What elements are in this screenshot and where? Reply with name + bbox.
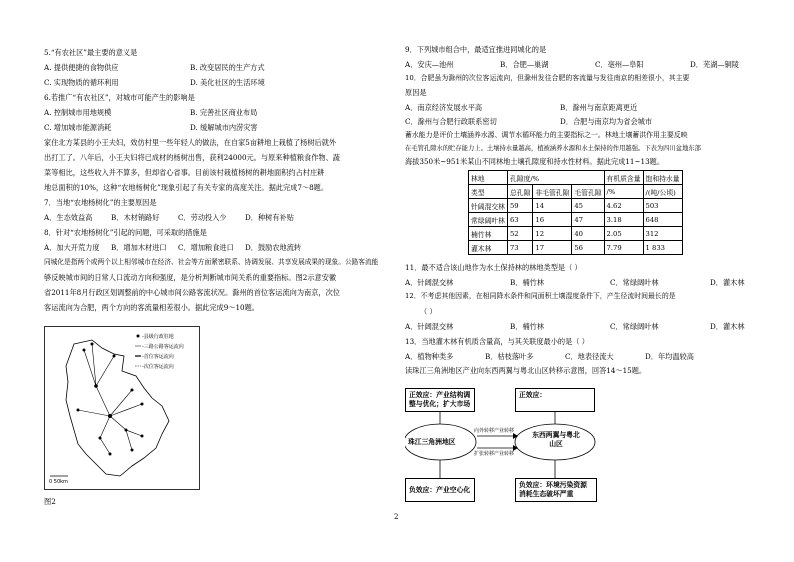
passage-4: 读珠江三角洲地区产业向东西两翼与粤北山区转移示意图，回答14～15题。 <box>405 366 647 375</box>
q9-option-a[interactable]: A．安庆—池州 <box>405 60 454 69</box>
q8-option-a[interactable]: A．加大开荒力度 <box>44 243 100 252</box>
passage-1-line: 菜等相比，这些收入并不算多，但却省心省事。目前该村栽植杨树的耕地面积约占村庄耕 <box>44 168 325 177</box>
map-legend-item: -次位客运流向 <box>142 364 174 370</box>
q6-option-c[interactable]: C. 增加城市能源消耗 <box>44 123 112 132</box>
q10-option-a[interactable]: A．南京经济发展水平高 <box>405 103 483 112</box>
figure-label: 图2 <box>44 497 56 506</box>
passage-3-line: 海拔350米~951米某山不同林地土壤孔隙度和持水性材料。据此完成11~13题。 <box>405 157 665 166</box>
q6-option-b[interactable]: B. 完善社区商业布局 <box>190 108 258 117</box>
q5-option-d[interactable]: D. 美化社区的生活环境 <box>190 78 265 87</box>
table-header-cell: 饱和持水量 <box>643 171 682 185</box>
q12-option-c[interactable]: C．常绿阔叶林 <box>610 322 659 331</box>
passage-2-line: 够反映城市间的日常人口流动方向和强度，是分析判断城市间关系的重要指标。图2示意安徽 <box>44 273 337 282</box>
q9-option-c[interactable]: C．亳州—阜阳 <box>595 60 644 69</box>
table-row <box>469 241 683 255</box>
q8-stem: 8．针对“农地杨树化”引起的问题，可采取的措施是 <box>44 228 207 237</box>
q7-option-b[interactable]: B．木材销路好 <box>111 213 160 222</box>
table-cell: 52 <box>507 227 532 241</box>
table-header-cell: 总孔隙 <box>507 185 532 199</box>
q8-option-c[interactable]: C．增加粮食进口 <box>178 243 234 252</box>
negative-effect-right: 负效应：环境污染资源消耗生态破坏严重 <box>515 478 597 502</box>
map-legend-item: -首位客运流向 <box>142 354 174 360</box>
table-cell: 楠竹林 <box>469 227 508 241</box>
table-cell: 45 <box>572 199 604 213</box>
q5-option-a[interactable]: A. 提供便捷的食物供应 <box>44 63 119 72</box>
table-header-cell: 毛管孔隙 <box>572 185 604 199</box>
arrow-top-label: 向外转移产业转移 <box>474 428 515 434</box>
passage-3-line: 蓄水能力是评价土壤涵养水源、调节水循环能力的主要指标之一。林地土壤蓄洪作用主要反映 <box>405 131 688 139</box>
negative-effect-left: 负效应：产业空心化 <box>405 478 475 502</box>
table-cell: 灌木林 <box>469 241 508 255</box>
table-header-cell: /% <box>604 185 643 199</box>
table-cell: 2.05 <box>604 227 643 241</box>
q10-option-c[interactable]: C．滁州与合肥行政联系密切 <box>405 117 497 126</box>
q11-option-b[interactable]: B．楠竹林 <box>510 278 545 287</box>
passage-1-line: 地总面积的10%，这种“农地杨树化”现象引起了有关专家的高度关注。据此完成7～8题。 <box>44 183 329 192</box>
q13-option-c[interactable]: C．地表径流大 <box>565 352 614 361</box>
table-header-cell: 类型 <box>469 185 508 199</box>
table-cell: 针阔混交林 <box>469 199 508 213</box>
q7-option-d[interactable]: D．种树有补贴 <box>245 213 294 222</box>
table-cell: 47 <box>572 213 604 227</box>
table-row <box>469 199 683 213</box>
table-cell: 17 <box>533 241 572 255</box>
forest-soil-table <box>468 170 683 255</box>
q11-option-c[interactable]: C．常绿阔叶林 <box>610 278 659 287</box>
q12-option-b[interactable]: B．楠竹林 <box>510 322 545 331</box>
q6-option-d[interactable]: D. 缓解城市内涝灾害 <box>190 123 258 132</box>
q5-option-c[interactable]: C. 实现物质的循环利用 <box>44 78 119 87</box>
q10-option-d[interactable]: D．合肥与南京均为省会城市 <box>560 117 653 126</box>
table-header-row <box>469 171 683 185</box>
passage-2-line: 同城化是指两个或两个以上相邻城市在经济、社会等方面紧密联系、协调发展、共享发展成果的现象。公路客流能 <box>44 258 379 266</box>
passage-2-line: 客运流向为合肥，两个方向的客流量相差很小。据此完成9～10题。 <box>44 303 259 312</box>
table-cell: 73 <box>507 241 532 255</box>
table-row <box>469 227 683 241</box>
table-cell: 1 833 <box>643 241 682 255</box>
table-row <box>469 213 683 227</box>
q12-option-d[interactable]: D．灌木林 <box>710 322 745 331</box>
q7-stem: 7．当地“农地杨树化”的主要原因是 <box>44 198 157 207</box>
table-cell: 14 <box>533 199 572 213</box>
q13-option-b[interactable]: B．枯枝落叶多 <box>485 352 534 361</box>
table-header-cell: 非毛管孔隙 <box>533 185 572 199</box>
q12-paren: （ ） <box>420 307 437 316</box>
table-cell: 59 <box>507 199 532 213</box>
table-cell: 648 <box>643 213 682 227</box>
q11-option-d[interactable]: D．灌木林 <box>710 278 745 287</box>
q9-option-d[interactable]: D．芜湖—铜陵 <box>690 60 739 69</box>
q5-stem: 5.“有农社区”最主要的意义是 <box>44 48 138 57</box>
passage-2-line: 省2011年8月行政区划调整前的中心城市间公路客流状况。滁州的首位客运流向为南京，次位 <box>44 288 340 297</box>
q11-option-a[interactable]: A．针阔混交林 <box>405 278 454 287</box>
q6-stem: 6.若推广“有农社区”，对城市可能产生的影响是 <box>44 93 195 102</box>
map-scale: 0 50km <box>49 479 68 485</box>
passage-1-line: 家住北方某县的小王夫妇，效仿村里一些年轻人的做法，在自家5亩耕地上栽植了杨树后就外 <box>44 138 337 147</box>
table-cell: 3.18 <box>604 213 643 227</box>
q7-option-a[interactable]: A．生态效益高 <box>44 213 93 222</box>
q9-option-b[interactable]: B．合肥—巢湖 <box>500 60 549 69</box>
q5-option-b[interactable]: B. 改变居民的生产方式 <box>190 63 265 72</box>
map-legend-item: -县级行政驻地 <box>142 334 174 340</box>
passage-3-line: 在毛管孔隙水的贮存能力上。土壤持水量越高，植被涵养水源和水土保持的作用越强。下表为四川盆地东部 <box>405 145 701 152</box>
map-legend-item: -三路公路客运流向 <box>142 344 184 350</box>
q7-option-c[interactable]: C．劳动投入少 <box>178 213 227 222</box>
arrow-bottom-label: 扩张转移产业转移 <box>474 451 515 457</box>
table-header-cell: 林地 <box>469 171 508 185</box>
q8-option-b[interactable]: B．增加木材进口 <box>111 243 167 252</box>
table-header-cell: 有机质含量 <box>604 171 643 185</box>
positive-effect-right: 正效应： <box>515 388 595 412</box>
table-cell: 7.79 <box>604 241 643 255</box>
table-header-row <box>469 185 683 199</box>
q13-option-a[interactable]: A．植物种类多 <box>405 352 454 361</box>
center-right-label: 东西两翼与粤北山区 <box>532 431 580 448</box>
passage-1-line: 出打工了。八年后，小王夫妇将已成材的杨树出售，获利24000元。与原来种植粮食作物、蔬 <box>44 153 340 162</box>
table-header-cell: 孔隙度/% <box>507 171 604 185</box>
positive-effect-left: 正效应：产业结构调整与优化；扩大市场 <box>405 388 475 412</box>
table-cell: 503 <box>643 199 682 213</box>
q13-stem: 13．当地灌木林有机质含量高，与其关联度最小的是（ ） <box>405 337 589 346</box>
page-number: 2 <box>394 513 399 521</box>
q8-option-d[interactable]: D．鼓励农地流转 <box>245 243 302 252</box>
center-left-label: 珠江三角洲地区 <box>408 438 456 446</box>
table-header-cell: /(吨/公顷) <box>643 185 682 199</box>
table-cell: 63 <box>507 213 532 227</box>
table-cell: 4.62 <box>604 199 643 213</box>
table-cell: 40 <box>572 227 604 241</box>
table-cell: 12 <box>533 227 572 241</box>
q13-option-d[interactable]: D．年均温较高 <box>645 352 694 361</box>
table-cell: 16 <box>533 213 572 227</box>
table-cell: 312 <box>643 227 682 241</box>
table-cell: 56 <box>572 241 604 255</box>
anhui-bus-flow-map <box>44 326 200 490</box>
table-cell: 常绿阔叶林 <box>469 213 508 227</box>
q12-stem: 12．不考虑其他因素，在相同降水条件和同面积土壤湿度条件下，产生径流时间最长的是 <box>405 292 676 300</box>
q9-stem: 9．下列城市组合中，最适宜推进同城化的是 <box>405 45 547 54</box>
q10-stem: 10．合肥虽为滁州的次位客运流向，但滁州发往合肥的客流量与发往南京的相差很小，其主要 <box>405 74 690 82</box>
q6-option-a[interactable]: A. 控制城市用地规模 <box>44 108 112 117</box>
q10-stem-cont: 原因是 <box>405 88 427 97</box>
q11-stem: 11．最不适合该山地作为水土保持林的林地类型是（ ） <box>405 263 582 272</box>
q12-option-a[interactable]: A．针阔混交林 <box>405 322 454 331</box>
q10-option-b[interactable]: B．滁州与南京距离更近 <box>560 103 638 112</box>
